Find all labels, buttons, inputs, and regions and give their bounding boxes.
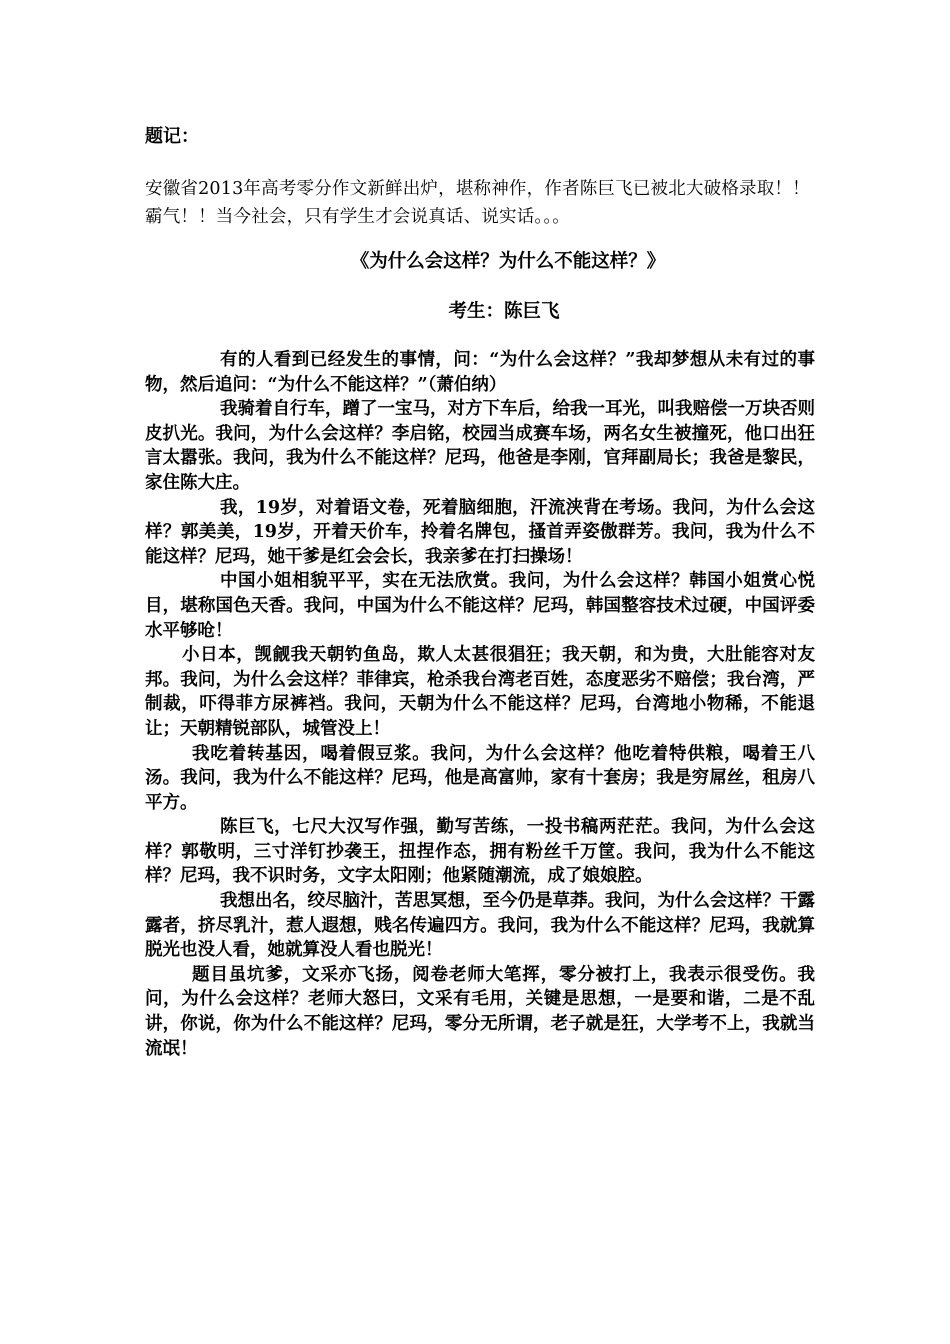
essay-paragraph: 小日本，觊觎我天朝钓鱼岛，欺人太甚很猖狂；我天朝，和为贵，大肚能容对友邦。我问，为什么会这样？菲律宾，枪杀我台湾老百姓，态度恶劣不赔偿；我台湾，严制裁，吓得菲方尿裤裆。我问，天朝为什么不能这样？尼玛，台湾地小物稀，不能退让；天朝精锐部队，城管没上！ [145,645,815,739]
essay-paragraph: 中国小姐相貌平平，实在无法欣赏。我问，为什么会这样？韩国小姐赏心悦目，堪称国色天香。我问，中国为什么不能这样？尼玛，韩国整容技术过硬，中国评委水平够呛！ [145,571,815,641]
essay-paragraph: 有的人看到已经发生的事情，问：“为什么会这样？”我却梦想从未有过的事物，然后追问：“为什么不能这样？”（萧伯纳） [145,350,815,395]
intro-paragraph: 安徽省2013年高考零分作文新鲜出炉，堪称神作，作者陈巨飞已被北大破格录取！！霸气！！当今社会，只有学生才会说真话、说实话。。。 [145,179,810,227]
essay-paragraph: 我想出名，绞尽脑汁，苦思冥想，至今仍是草莽。我问，为什么会这样？干露露者，挤尽乳汁，惹人遐想，贱名传遍四方。我问，我为什么不能这样？尼玛，我就算脱光也没人看，她就算没人看也脱光！ [145,891,815,961]
essay-paragraph: 我吃着转基因，喝着假豆浆。我问，为什么会这样？他吃着特供粮，喝着王八汤。我问，我为什么不能这样？尼玛，他是高富帅，家有十套房；我是穷屌丝，租房八平方。 [145,743,815,813]
essay-paragraph: 我，19岁，对着语文卷，死着脑细胞，汗流浃背在考场。我问，为什么会这样？郭美美，19岁，开着天价车，拎着名牌包，搔首弄姿傲群芳。我问，我为什么不能这样？尼玛，她干爹是红会会长，我亲爹在打扫操场！ [145,497,815,567]
essay-paragraph: 我骑着自行车，蹭了一宝马，对方下车后，给我一耳光，叫我赔偿一万块否则皮扒光。我问，为什么会这样？李启铭，校园当成赛车场，两名女生被撞死，他口出狂言太嚣张。我问，我为什么不能这样？尼玛，他爸是李刚，官拜副局长；我爸是黎民，家住陈大庄。 [145,399,815,493]
essay-title: 《为什么会这样？为什么不能这样？》 [350,251,666,272]
author-line: 考生：陈巨飞 [448,301,560,322]
essay-paragraph: 陈巨飞，七尺大汉写作强，勤写苦练，一投书稿两茫茫。我问，为什么会这样？郭敬明，三寸洋钉抄袭王，扭捏作态，拥有粉丝千万筐。我问，我为什么不能这样？尼玛，我不识时务，文字太阳刚；他紧随潮流，成了娘娘腔。 [145,817,815,887]
essay-paragraph: 题目虽坑爹，文采亦飞扬，阅卷老师大笔挥，零分被打上，我表示很受伤。我问，为什么会这样？老师大怒曰，文采有毛用，关键是思想，一是要和谐，二是不乱讲，你说，你为什么不能这样？尼玛，零分无所谓，老子就是狂，大学考不上，我就当流氓！ [145,964,815,1059]
preface-heading: 题记： [145,126,199,147]
essay-body [145,348,815,1061]
